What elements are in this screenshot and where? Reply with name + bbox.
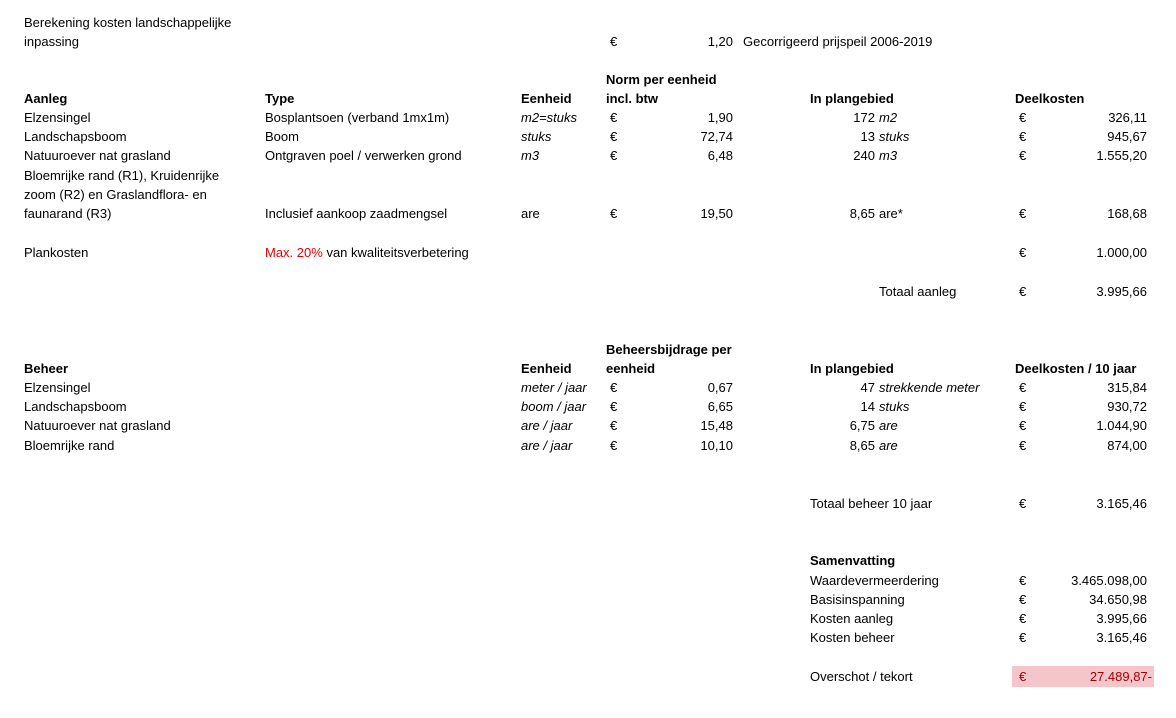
- samenvatting-title: Samenvatting: [810, 553, 896, 568]
- row-rate: 0,67: [707, 380, 733, 395]
- totaal-beheer-currency: €: [1019, 496, 1027, 511]
- header-plangebied: In plangebied: [810, 91, 894, 106]
- row-qty-unit: m2: [879, 110, 898, 125]
- totaal-aanleg-value: 3.995,66: [1096, 284, 1147, 299]
- row-cost: 874,00: [1107, 438, 1147, 453]
- plankosten-note: [265, 243, 469, 262]
- header-type: Type: [265, 91, 295, 106]
- samenvatting-label: Kosten aanleg: [810, 611, 894, 626]
- row-cost-currency: €: [1019, 110, 1027, 125]
- row-currency: €: [610, 399, 618, 414]
- row-qty-unit: stuks: [879, 399, 910, 414]
- row-qty-unit: are: [879, 438, 898, 453]
- row-unit: are / jaar: [521, 438, 573, 453]
- row-qty: 13: [860, 129, 875, 144]
- row-cost-currency: €: [1019, 438, 1027, 453]
- row-name-line1: Bloemrijke rand (R1), Kruidenrijke: [24, 168, 220, 183]
- row-cost: 168,68: [1107, 206, 1147, 221]
- totaal-beheer-label: Totaal beheer 10 jaar: [810, 496, 933, 511]
- plankosten-rest: van kwaliteitsverbetering: [326, 245, 469, 260]
- row-currency: €: [610, 380, 618, 395]
- header-aanleg: Aanleg: [24, 91, 68, 106]
- row-qty: 47: [860, 380, 875, 395]
- plankosten-currency: €: [1019, 245, 1027, 260]
- samenvatting-label: Basisinspanning: [810, 592, 905, 607]
- row-name: Bloemrijke rand: [24, 438, 115, 453]
- row-type: Inclusief aankoop zaadmengsel: [265, 206, 448, 221]
- row-qty: 8,65: [849, 438, 875, 453]
- samenvatting-value: 3.165,46: [1096, 630, 1147, 645]
- row-qty-unit: are: [879, 418, 898, 433]
- header-beheer-eenheid: Eenheid: [521, 361, 572, 376]
- row-norm: 1,90: [707, 110, 733, 125]
- row-unit: m3: [521, 148, 540, 163]
- row-type: Bosplantsoen (verband 1mx1m): [265, 110, 450, 125]
- row-currency: €: [610, 110, 618, 125]
- row-name: Natuuroever nat grasland: [24, 418, 171, 433]
- samenvatting-currency: €: [1019, 573, 1027, 588]
- row-cost-currency: €: [1019, 399, 1027, 414]
- row-currency: €: [610, 129, 618, 144]
- row-rate: 6,65: [707, 399, 733, 414]
- header-bijdrage-line1: Beheersbijdrage per: [606, 342, 732, 357]
- row-qty-unit: strekkende meter: [879, 380, 980, 395]
- row-cost-currency: €: [1019, 129, 1027, 144]
- row-unit: meter / jaar: [521, 380, 587, 395]
- row-name: Elzensingel: [24, 110, 91, 125]
- row-cost-currency: €: [1019, 206, 1027, 221]
- row-unit: stuks: [521, 129, 552, 144]
- row-qty-unit: stuks: [879, 129, 910, 144]
- row-cost-currency: €: [1019, 418, 1027, 433]
- row-unit: m2=stuks: [521, 110, 577, 125]
- header-eenheid: Eenheid: [521, 91, 572, 106]
- samenvatting-currency: €: [1019, 611, 1027, 626]
- row-name: Elzensingel: [24, 380, 91, 395]
- row-rate: 15,48: [700, 418, 733, 433]
- header-bijdrage-line2: eenheid: [606, 361, 656, 376]
- price-factor: 1,20: [707, 34, 733, 49]
- header-norm-line2: incl. btw: [606, 91, 658, 106]
- row-currency: €: [610, 418, 618, 433]
- row-qty: 14: [860, 399, 875, 414]
- header-deelkosten: Deelkosten: [1015, 91, 1085, 106]
- row-cost: 326,11: [1108, 110, 1147, 125]
- header-beheer: Beheer: [24, 361, 69, 376]
- row-unit: are / jaar: [521, 418, 573, 433]
- totaal-aanleg-label: Totaal aanleg: [879, 284, 957, 299]
- overschot-value: 27.489,87-: [1089, 669, 1152, 684]
- totaal-beheer-value: 3.165,46: [1096, 496, 1147, 511]
- overschot-label: Overschot / tekort: [810, 669, 913, 684]
- samenvatting-currency: €: [1019, 592, 1027, 607]
- row-cost: 1.555,20: [1096, 148, 1147, 163]
- header-deelkosten-10jaar: Deelkosten / 10 jaar: [1015, 361, 1137, 376]
- row-currency: €: [610, 438, 618, 453]
- sheet-title-line1: Berekening kosten landschappelijke: [24, 15, 232, 30]
- samenvatting-label: Kosten beheer: [810, 630, 895, 645]
- factor-currency: €: [610, 34, 618, 49]
- row-unit: are: [521, 206, 540, 221]
- row-norm: 19,50: [700, 206, 733, 221]
- row-cost-currency: €: [1019, 148, 1027, 163]
- plankosten-label: Plankosten: [24, 245, 89, 260]
- samenvatting-value: 3.465.098,00: [1071, 573, 1147, 588]
- row-cost: 930,72: [1107, 399, 1147, 414]
- row-name: Landschapsboom: [24, 129, 127, 144]
- row-currency: €: [610, 148, 618, 163]
- row-name: Landschapsboom: [24, 399, 127, 414]
- samenvatting-currency: €: [1019, 630, 1027, 645]
- totaal-aanleg-currency: €: [1019, 284, 1027, 299]
- row-qty: 8,65: [849, 206, 875, 221]
- row-cost-currency: €: [1019, 380, 1027, 395]
- row-name: Natuuroever nat grasland: [24, 148, 171, 163]
- row-qty: 240: [853, 148, 875, 163]
- row-qty: 6,75: [849, 418, 875, 433]
- plankosten-max: Max. 20%: [265, 245, 323, 260]
- header-beheer-plangebied: In plangebied: [810, 361, 894, 376]
- row-qty: 172: [853, 110, 875, 125]
- row-name-line2: zoom (R2) en Graslandflora- en: [24, 187, 207, 202]
- row-type: Boom: [265, 129, 299, 144]
- samenvatting-label: Waardevermeerdering: [810, 573, 939, 588]
- row-cost: 315,84: [1107, 380, 1147, 395]
- row-cost: 945,67: [1107, 129, 1147, 144]
- price-factor-note: Gecorrigeerd prijspeil 2006-2019: [743, 34, 933, 49]
- overschot-currency: €: [1019, 669, 1027, 684]
- samenvatting-value: 3.995,66: [1096, 611, 1147, 626]
- row-cost: 1.044,90: [1096, 418, 1147, 433]
- row-unit: boom / jaar: [521, 399, 587, 414]
- row-norm: 72,74: [700, 129, 733, 144]
- samenvatting-value: 34.650,98: [1089, 592, 1147, 607]
- row-type: Ontgraven poel / verwerken grond: [265, 148, 462, 163]
- row-qty-unit: m3: [879, 148, 898, 163]
- plankosten-cost: 1.000,00: [1096, 245, 1147, 260]
- row-norm: 6,48: [707, 148, 733, 163]
- header-norm-line1: Norm per eenheid: [606, 72, 717, 87]
- row-rate: 10,10: [700, 438, 733, 453]
- row-name-line3: faunarand (R3): [24, 206, 112, 221]
- row-qty-unit: are*: [879, 206, 903, 221]
- row-currency: €: [610, 206, 618, 221]
- sheet-title-line2: inpassing: [24, 34, 79, 49]
